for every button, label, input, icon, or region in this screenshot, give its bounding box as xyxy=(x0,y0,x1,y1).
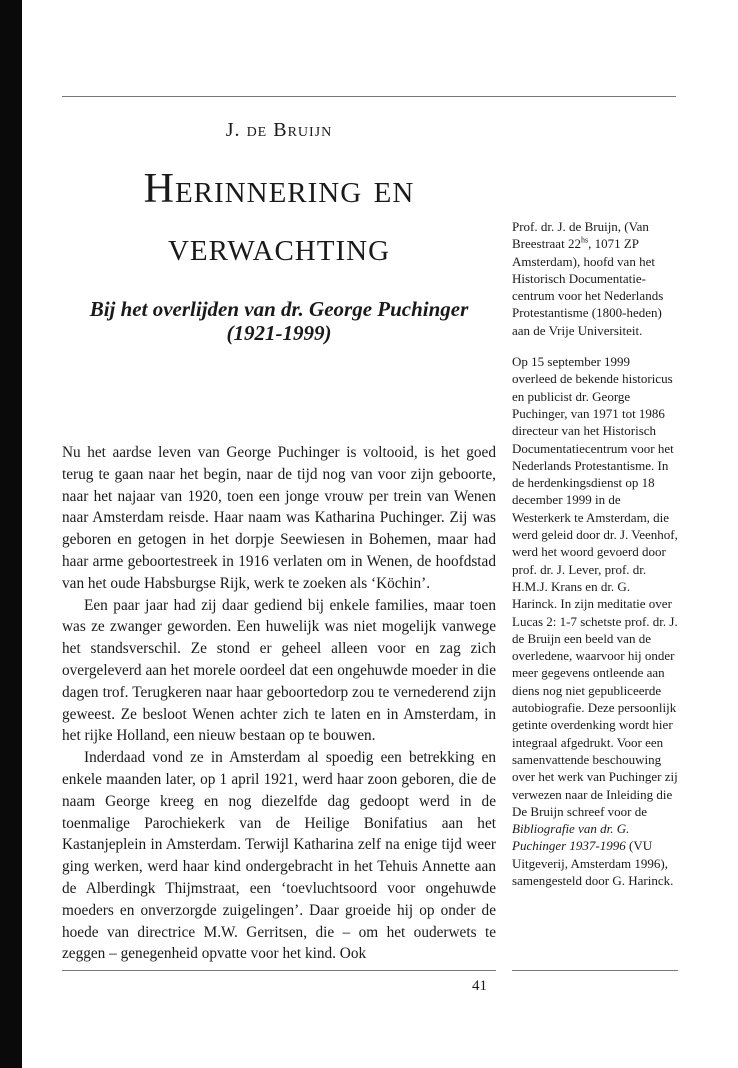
article-intro-note: Op 15 september 1999 overleed de bekende historicus en publicist dr. George Puchinger, van 1971 tot 1986 directeur van het Historisch Documentatiecentrum voor het Nederlands Protestantisme. In de herdenkingsdienst op 18 december 1999 in de Westerkerk te Amsterdam, die werd geleid door dr. J. Veenhof, werd het woord gevoerd door prof. dr. J. Lever, prof. dr. H.M.J. Krans en dr. G. Harinck. In zijn meditatie over Lucas 2: 1-7 schetste prof. dr. J. de Bruijn een beeld van de overledene, waarvoor hij onder meer gegevens ontleende aan diens nog niet gepubliceerde autobiografie. Deze persoonlijk getinte overdenking wordt hier integraal afgedrukt. Voor een samenvattende beschouwing over het werk van Puchinger zij verwezen naar de Inleiding die De Bruijn schreef voor de Bibliografie van dr. G. Puchinger 1937-1996 (VU Uitgeverij, Amsterdam 1996), samengesteld door G. Harinck. xyxy=(512,354,678,888)
title-line-2: verwachting xyxy=(167,224,391,270)
bottom-rule-sidebar xyxy=(512,970,678,971)
author-surname: de Bruijn xyxy=(246,119,333,141)
author-bio: Prof. dr. J. de Bruijn, (Van Breestraat $22^{hs}$, 1071 ZP Amsterdam), hoofd van het Historisch Documentatiecentrum voor het Nederlands Protestantisme (1800-heden) aan de Vrije Universiteit. xyxy=(512,219,664,338)
title-line-1: Herinnering en xyxy=(143,166,415,212)
subtitle-line-1: Bij het overlijden van dr. George Puchinger xyxy=(89,297,469,321)
body-paragraph: Inderdaad vond ze in Amsterdam al spoedig een betrekking en enkele maanden later, op 1 april 1921, werd haar zoon geboren, die de naam George kreeg en nog diezelfde dag gedoopt werd in de toenmalige Parochiekerk van de Heilige Bonifatius aan het Kastanjeplein in Amsterdam. Terwijl Katharina zelf na enige tijd weer ging werken, werd haar kind ondergebracht in het Tehuis Annette aan de Alberdingk Thijmstraat, een ‘toevluchtsoord voor ongehuwde moeders en onverzorgde zuigelingen’. Daar groeide hij op onder de hoede van directrice M.W. Gerritsen, die – om het ouderwets te zeggen – genegenheid opvatte voor het kind. Ook xyxy=(62,749,496,963)
author-initial: J. xyxy=(225,119,241,141)
bibliography-title: Bibliografie van dr. G. Puchinger 1937-1996 xyxy=(512,821,630,854)
article-title xyxy=(62,160,496,276)
sidebar-notes xyxy=(512,218,678,889)
superscript: hs xyxy=(580,235,589,245)
author-name xyxy=(62,119,496,142)
article-body xyxy=(62,442,496,965)
page-number: 41 xyxy=(472,978,487,994)
body-paragraph: Een paar jaar had zij daar gediend bij enkele families, maar toen was ze zwanger geworden. Een huwelijk was niet mogelijk vanwege het standsverschil. Ze stond er geheel alleen voor en zag zich overgeleverd aan het morele oordeel dat een ongehuwde moeder in die dagen trof. Terugkeren naar haar geboortedorp zou te vernederend zijn geweest. Ze besloot Wenen achter zich te laten en in Amsterdam, in het rijke Holland, een nieuw bestaan op te bouwen. xyxy=(62,596,496,745)
body-paragraph: Nu het aardse leven van George Puchinger is voltooid, is het goed terug te gaan naar het begin, naar de tijd nog van voor zijn geboorte, naar het najaar van 1920, toen een jonge vrouw per trein van Wenen naar Amsterdam reisde. Haar naam was Katharina Puchinger. Zij was geboren en getogen in het dorpje Seewiesen in Bohemen, maar had haar arme geboortestreek in 1916 verlaten om in Wenen, de hoofdstad van het oude Habsburgse Rijk, werk te zoeken als ‘Köchin’. xyxy=(62,444,496,592)
scan-edge-bar xyxy=(0,0,22,1068)
top-rule xyxy=(62,96,676,97)
article-subtitle xyxy=(62,297,496,345)
subtitle-line-2: (1921-1999) xyxy=(226,321,332,345)
bottom-rule xyxy=(62,970,496,971)
